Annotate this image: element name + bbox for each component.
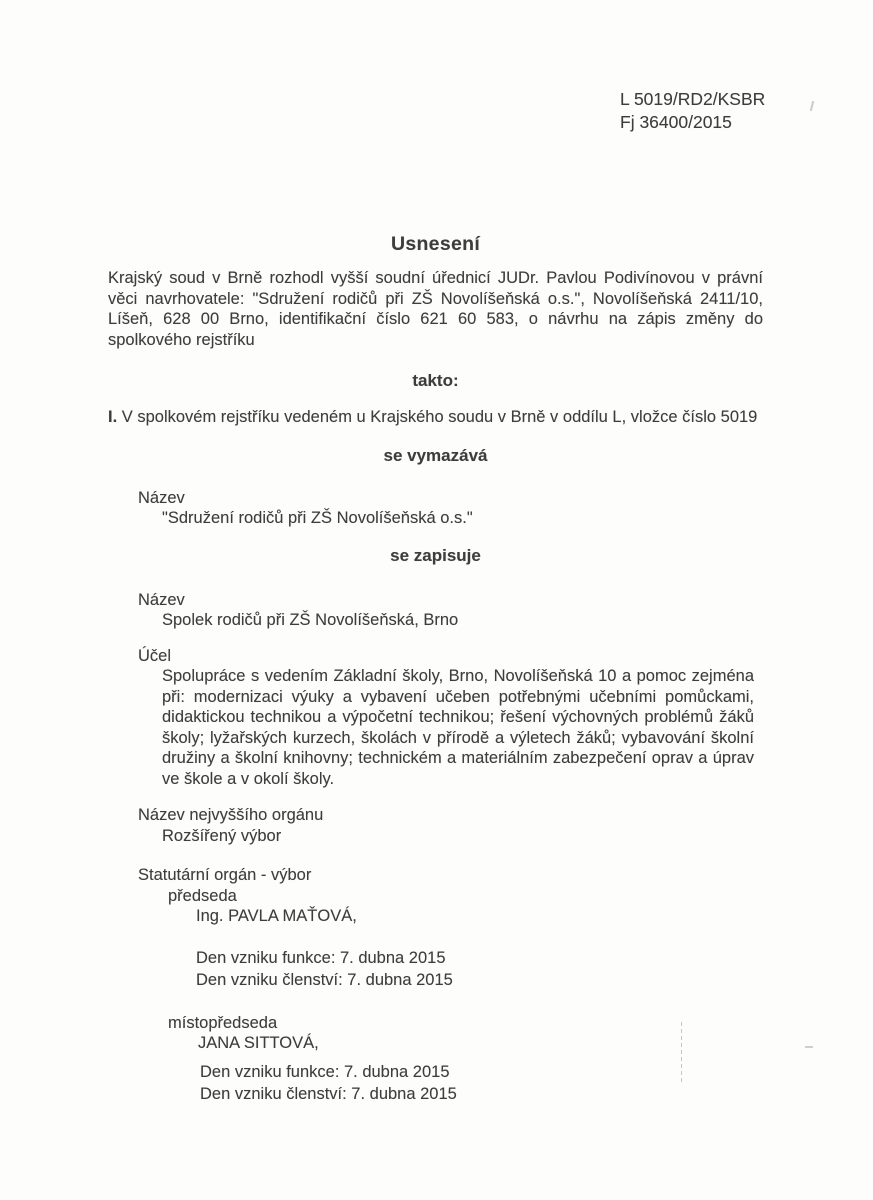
purpose-field [108, 646, 763, 790]
statutory-body-label: Statutární orgán - výbor [138, 866, 312, 884]
field-value: Spolek rodičů při ZŠ Novolíšeňská, Brno [162, 611, 459, 629]
reference-numbers [620, 88, 766, 134]
member-dates [108, 947, 763, 991]
ruling-text: V spolkovém rejstříku vedeném u Krajského soudu v Brně v oddílu L, vložce číslo 5019 [121, 408, 758, 426]
field-label: Název [138, 488, 185, 507]
scan-artifact-dash [805, 1046, 813, 1048]
statutory-body-section [108, 865, 763, 1105]
case-number: L 5019/RD2/KSBR [620, 89, 766, 109]
supreme-body-field [108, 805, 763, 846]
ruling-item-number: I. [108, 408, 118, 426]
member-name: Ing. PAVLA MAŤOVÁ, [196, 907, 357, 925]
scan-artifact-tick [810, 101, 814, 111]
field-value: Rozšířený výbor [162, 826, 282, 845]
takto-heading: takto: [412, 371, 459, 390]
deleted-section-heading: se vymazává [383, 445, 488, 465]
membership-start-line: Den vzniku členství: 7. dubna 2015 [200, 1084, 457, 1103]
statutory-member [108, 1013, 763, 1105]
field-label: Název nejvyššího orgánu [138, 806, 324, 824]
function-start-line: Den vzniku funkce: 7. dubna 2015 [196, 948, 446, 967]
membership-start-line: Den vzniku členství: 7. dubna 2015 [196, 970, 453, 989]
deleted-name-field [108, 488, 763, 529]
member-name: JANA SITTOVÁ, [198, 1034, 319, 1052]
member-role: místopředseda [168, 1013, 278, 1032]
document-title: Usnesení [390, 233, 481, 255]
file-number: Fj 36400/2015 [620, 112, 732, 132]
statutory-member [108, 886, 763, 991]
member-dates [108, 1061, 763, 1105]
field-value: "Sdružení rodičů při ZŠ Novolíšeňská o.s." [162, 509, 473, 527]
field-value: Spolupráce s vedením Základní školy, Brno, Novolíšeňská 10 a pomoc zejména při: modernizaci výuky a vybavení učeben potřebnými učebními pomůckami, didaktickou technikou a výpočetní technikou; řešení výchovných problémů žáků školy; lyžařských kurzech, školách v přírodě a výletech žáků; vybavování školní družiny a školní knihovny; technickém a materiálním zabezpečení oprav a úprav ve škole a v okolí školy. [162, 667, 754, 788]
member-role: předseda [168, 886, 237, 905]
field-label: Účel [138, 646, 172, 665]
inserted-name-field [108, 590, 763, 631]
function-start-line: Den vzniku funkce: 7. dubna 2015 [200, 1062, 450, 1081]
field-label: Název [138, 590, 185, 609]
ruling-paragraph [108, 407, 763, 428]
inserted-section-heading: se zapisuje [390, 545, 481, 565]
intro-paragraph: Krajský soud v Brně rozhodl vyšší soudní úřednicí JUDr. Pavlou Podivínovou v právní věci navrhovatele: "Sdružení rodičů při ZŠ Novolíšeňská o.s.", Novolíšeňská 2411/10, Líšeň, 628 00 Brno, identifikační číslo 621 60 583, o návrhu na zápis změny do spolkového rejstříku [108, 269, 763, 349]
